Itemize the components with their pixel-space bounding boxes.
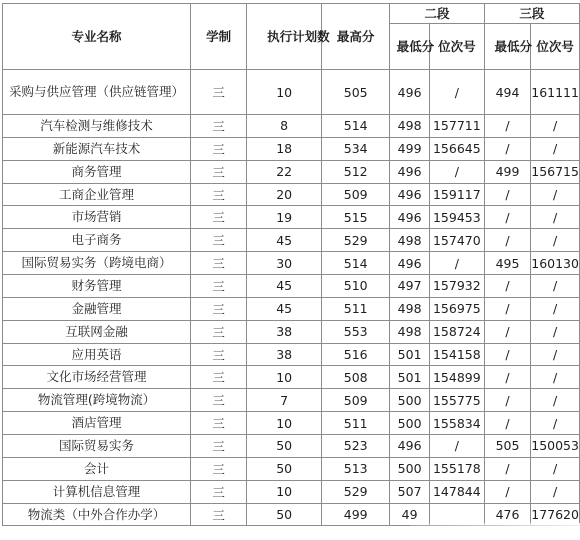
cell-system: 三 [191,412,247,435]
cell-seg2-min: 496 [390,160,430,183]
cell-seg2-rank: / [429,70,484,115]
cell-seg3-min: / [484,366,530,389]
cell-major: 酒店管理 [3,412,191,435]
cell-plan: 10 [247,480,322,503]
table-row [3,389,580,412]
header-seg2-min: 最低分 [390,24,430,70]
cell-seg3-rank: / [531,275,580,298]
cell-major: 金融管理 [3,297,191,320]
cell-seg2-min: 496 [390,435,430,458]
cell-seg2-min: 496 [390,252,430,275]
cell-seg3-min: 499 [484,160,530,183]
cell-seg2-rank: 147844 [429,480,484,503]
cell-system: 三 [191,115,247,138]
cell-seg2-rank: 158724 [429,320,484,343]
cell-plan: 18 [247,137,322,160]
cell-seg3-min: / [484,137,530,160]
cell-seg2-rank: 155775 [429,389,484,412]
cell-seg2-min: 499 [390,137,430,160]
cell-max: 514 [322,252,390,275]
cell-seg2-rank: 156645 [429,137,484,160]
cell-seg2-rank: / [429,160,484,183]
cell-seg3-rank: / [531,412,580,435]
cell-major: 市场营销 [3,206,191,229]
cell-seg3-rank: / [531,137,580,160]
cell-seg2-rank: 154158 [429,343,484,366]
cell-max: 523 [322,435,390,458]
cell-max: 511 [322,297,390,320]
cell-seg2-rank: / [429,435,484,458]
watermark-fade [410,523,580,540]
cell-plan: 45 [247,229,322,252]
cell-major: 新能源汽车技术 [3,137,191,160]
cell-major: 计算机信息管理 [3,480,191,503]
cell-seg3-min: / [484,412,530,435]
cell-seg2-min: 500 [390,412,430,435]
table-row [3,183,580,206]
cell-seg3-min: 495 [484,252,530,275]
header-seg3: 三段 [484,4,579,24]
cell-seg3-min: 494 [484,70,530,115]
table-row [3,480,580,503]
table-row [3,435,580,458]
cell-max: 529 [322,229,390,252]
cell-major: 国际贸易实务（跨境电商） [3,252,191,275]
cell-seg3-rank: / [531,229,580,252]
cell-seg2-rank: 154899 [429,366,484,389]
header-major: 专业名称 [3,4,191,70]
cell-max: 516 [322,343,390,366]
cell-plan: 50 [247,435,322,458]
cell-major: 互联网金融 [3,320,191,343]
cell-seg3-min: / [484,457,530,480]
cell-system: 三 [191,503,247,526]
cell-plan: 22 [247,160,322,183]
cell-seg3-min: / [484,183,530,206]
cell-seg2-rank: 156975 [429,297,484,320]
table-row [3,297,580,320]
cell-seg2-min: 500 [390,389,430,412]
table-row [3,229,580,252]
cell-seg3-rank: 177620 [531,503,580,526]
cell-plan: 10 [247,412,322,435]
cell-seg2-rank: 157711 [429,115,484,138]
cell-plan: 45 [247,275,322,298]
cell-plan: 50 [247,457,322,480]
cell-system: 三 [191,70,247,115]
header-row-top [3,4,580,24]
cell-seg3-rank: / [531,115,580,138]
header-system: 学制 [191,4,247,70]
cell-seg3-rank: / [531,389,580,412]
cell-plan: 8 [247,115,322,138]
cell-max: 508 [322,366,390,389]
cell-major: 商务管理 [3,160,191,183]
table-row [3,320,580,343]
cell-system: 三 [191,160,247,183]
cell-max: 515 [322,206,390,229]
cell-major: 文化市场经营管理 [3,366,191,389]
cell-plan: 7 [247,389,322,412]
cell-seg3-rank: / [531,366,580,389]
table-row [3,252,580,275]
cell-seg2-rank: / [429,252,484,275]
cell-plan: 50 [247,503,322,526]
header-plan: 执行计划数 [247,4,322,70]
cell-system: 三 [191,389,247,412]
cell-seg3-rank: 150053 [531,435,580,458]
cell-seg3-rank: / [531,183,580,206]
cell-system: 三 [191,457,247,480]
cell-plan: 30 [247,252,322,275]
cell-plan: 10 [247,366,322,389]
cell-system: 三 [191,435,247,458]
cell-seg3-rank: 156715 [531,160,580,183]
cell-seg3-min: / [484,275,530,298]
table-row [3,115,580,138]
cell-max: 509 [322,389,390,412]
cell-seg2-min: 496 [390,183,430,206]
cell-max: 534 [322,137,390,160]
cell-major: 电子商务 [3,229,191,252]
cell-seg3-min: / [484,115,530,138]
cell-seg3-rank: / [531,457,580,480]
cell-seg2-rank: 155834 [429,412,484,435]
header-max: 最高分 [322,4,390,70]
cell-seg3-min: 505 [484,435,530,458]
cell-system: 三 [191,366,247,389]
cell-max: 512 [322,160,390,183]
cell-seg3-min: / [484,297,530,320]
cell-max: 505 [322,70,390,115]
cell-seg2-rank: 157470 [429,229,484,252]
cell-seg2-min: 501 [390,343,430,366]
cell-plan: 38 [247,320,322,343]
cell-system: 三 [191,229,247,252]
table-row [3,160,580,183]
header-seg3-rank: 位次号 [531,24,580,70]
cell-max: 553 [322,320,390,343]
cell-seg3-rank: 160130 [531,252,580,275]
cell-system: 三 [191,206,247,229]
cell-plan: 20 [247,183,322,206]
table-row [3,137,580,160]
cell-seg3-rank: / [531,206,580,229]
cell-seg3-min: / [484,389,530,412]
cell-max: 499 [322,503,390,526]
table-row [3,206,580,229]
cell-system: 三 [191,137,247,160]
cell-major: 工商企业管理 [3,183,191,206]
cell-major: 采购与供应管理（供应链管理） [3,70,191,115]
cell-seg2-rank: 157932 [429,275,484,298]
cell-seg2-min: 498 [390,320,430,343]
cell-seg3-rank: / [531,297,580,320]
cell-seg3-rank: / [531,343,580,366]
cell-system: 三 [191,480,247,503]
cell-seg3-min: / [484,343,530,366]
cell-seg3-min: 476 [484,503,530,526]
cell-seg2-min: 498 [390,297,430,320]
cell-plan: 10 [247,70,322,115]
cell-major: 应用英语 [3,343,191,366]
cell-system: 三 [191,320,247,343]
cell-max: 513 [322,457,390,480]
cell-seg3-min: / [484,480,530,503]
cell-max: 529 [322,480,390,503]
cell-seg2-min: 498 [390,229,430,252]
header-seg2: 二段 [390,4,484,24]
cell-plan: 45 [247,297,322,320]
cell-seg2-min: 496 [390,70,430,115]
table-row [3,412,580,435]
admission-table [2,3,580,526]
cell-system: 三 [191,183,247,206]
cell-system: 三 [191,275,247,298]
cell-major: 汽车检测与维修技术 [3,115,191,138]
cell-seg2-min: 49 [390,503,430,526]
table-row [3,457,580,480]
cell-max: 514 [322,115,390,138]
cell-seg3-rank: / [531,480,580,503]
cell-seg2-rank: 155178 [429,457,484,480]
cell-seg3-min: / [484,206,530,229]
cell-major: 财务管理 [3,275,191,298]
cell-plan: 38 [247,343,322,366]
cell-seg3-rank: / [531,320,580,343]
table-row [3,366,580,389]
cell-seg2-rank: 159453 [429,206,484,229]
cell-major: 国际贸易实务 [3,435,191,458]
table-row [3,343,580,366]
cell-max: 510 [322,275,390,298]
cell-system: 三 [191,343,247,366]
cell-seg2-min: 496 [390,206,430,229]
cell-major: 物流类（中外合作办学） [3,503,191,526]
cell-seg3-min: / [484,229,530,252]
cell-plan: 19 [247,206,322,229]
cell-system: 三 [191,297,247,320]
cell-seg2-min: 498 [390,115,430,138]
cell-seg2-min: 507 [390,480,430,503]
table-row [3,275,580,298]
cell-max: 509 [322,183,390,206]
cell-seg2-min: 500 [390,457,430,480]
table-row [3,70,580,115]
cell-seg2-min: 497 [390,275,430,298]
cell-seg3-rank: 161111 [531,70,580,115]
cell-system: 三 [191,252,247,275]
cell-major: 会计 [3,457,191,480]
cell-seg2-rank: 159117 [429,183,484,206]
cell-max: 511 [322,412,390,435]
header-seg3-min: 最低分 [484,24,530,70]
cell-major: 物流管理(跨境物流） [3,389,191,412]
cell-seg3-min: / [484,320,530,343]
cell-seg2-min: 501 [390,366,430,389]
header-seg2-rank: 位次号 [429,24,484,70]
